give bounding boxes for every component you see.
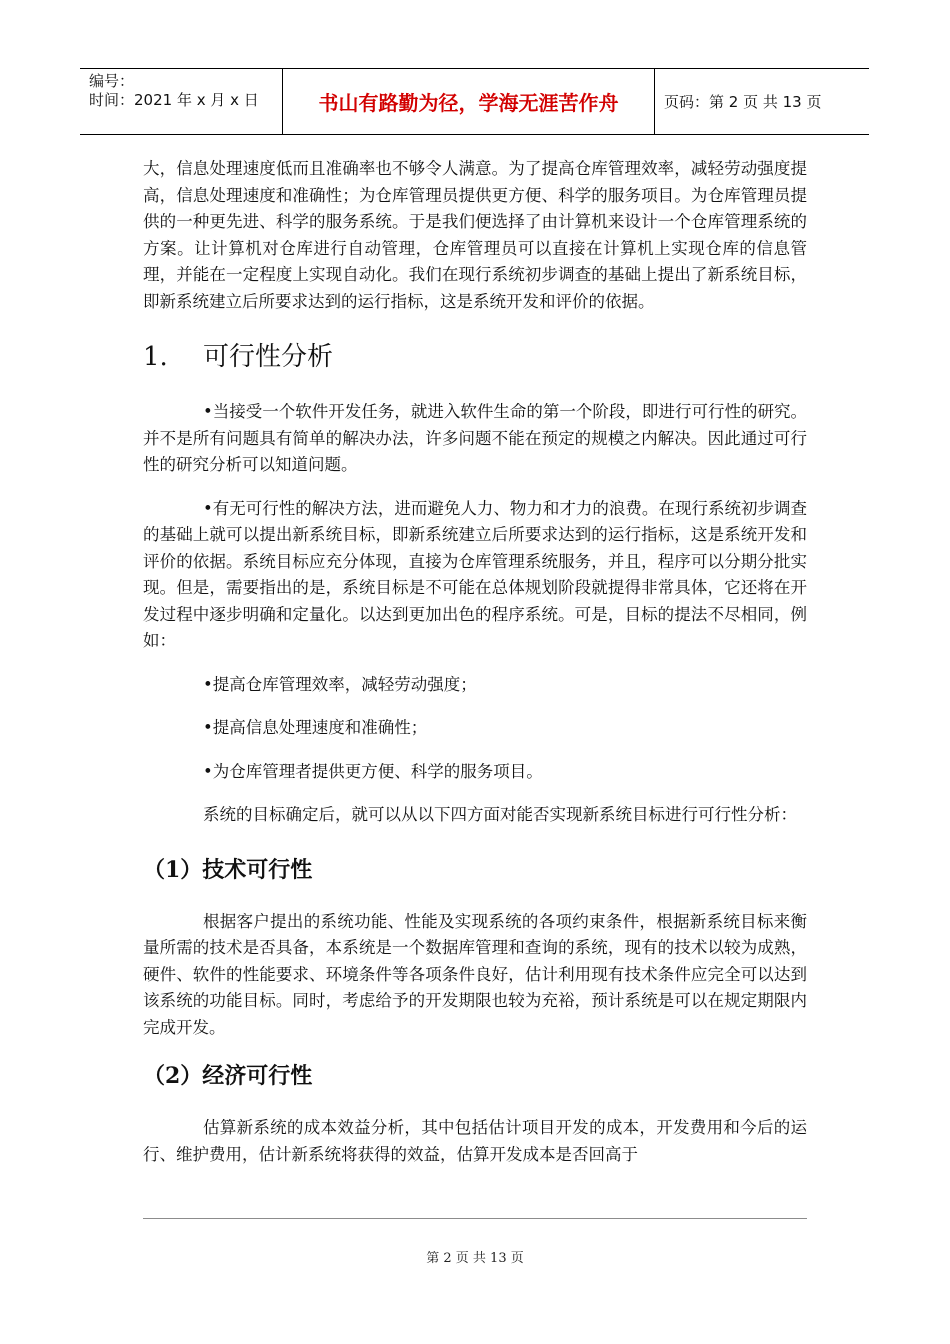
section-number: 1.: [143, 342, 168, 372]
section-heading: [143, 341, 807, 373]
paragraph: •当接受一个软件开发任务，就进入软件生命的第一个阶段，即进行可行性的研究。并不是所有问题具有简单的解决办法，许多问题不能在预定的规模之内解决。因此通过可行性的研究分析可以知道问题。: [143, 402, 807, 474]
page-header: [80, 68, 869, 135]
header-meta: [80, 69, 283, 134]
footer-divider: [143, 1218, 807, 1219]
document-date: 时间：2021 年 x 月 x 日: [89, 91, 259, 109]
paragraph: 估算新系统的成本效益分析，其中包括估计项目开发的成本，开发费用和今后的运行、维护费用，估计新系统将获得的效益，估算开发成本是否回高于: [143, 1118, 807, 1164]
bullet-item: •为仓库管理者提供更方便、科学的服务项目。: [203, 761, 543, 781]
header-motto: 书山有路勤为径，学海无涯苦作舟: [283, 69, 655, 134]
subsection-heading: （2）经济可行性: [143, 1063, 313, 1089]
subsection-heading: （1）技术可行性: [143, 856, 313, 883]
section-title: 可行性分析: [203, 342, 334, 372]
document-number-label: 编号：: [89, 72, 135, 90]
document-body: [143, 156, 807, 1168]
intro-paragraph: 大，信息处理速度低而且准确率也不够令人满意。为了提高仓库管理效率，减轻劳动强度提高，信息处理速度和准确性；为仓库管理员提供更方便、科学的服务项目。为仓库管理员提供的一种更先进、科学的服务系统。于是我们便选择了由计算机来设计一个仓库管理系统的方案。让计算机对仓库进行自动管理，仓库管理员可以直接在计算机上实现仓库的信息管理，并能在一定程度上实现自动化。我们在现行系统初步调查的基础上提出了新系统目标，即新系统建立后所要求达到的运行指标，这是系统开发和评价的依据。: [143, 159, 807, 311]
bullet-item: •提高信息处理速度和准确性；: [203, 718, 428, 737]
paragraph: 系统的目标确定后，就可以从以下四方面对能否实现新系统目标进行可行性分析：: [203, 805, 797, 824]
paragraph: 根据客户提出的系统功能、性能及实现系统的各项约束条件，根据新系统目标来衡量所需的技术是否具备，本系统是一个数据库管理和查询的系统，现有的技术以较为成熟，硬件、软件的性能要求、环境条件等各项条件良好，估计利用现有技术条件应完全可以达到该系统的功能目标。同时，考虑给予的开发期限也较为充裕，预计系统是可以在规定期限内完成开发。: [143, 911, 807, 1037]
page-footer: 第 2 页 共 13 页: [426, 1251, 524, 1266]
paragraph: •有无可行性的解决方法，进而避免人力、物力和才力的浪费。在现行系统初步调查的基础上就可以提出新系统目标，即新系统建立后所要求达到的运行指标，这是系统开发和评价的依据。系统目标应充分体现，直接为仓库管理系统服务，并且，程序可以分期分批实现。但是，需要指出的是，系统目标是不可能在总体规划阶段就提得非常具体，它还将在开发过程中逐步明确和定量化。以达到更加出色的程序系统。可是，目标的提法不尽相同，例如：: [143, 498, 807, 650]
bullet-item: •提高仓库管理效率，减轻劳动强度；: [203, 674, 477, 694]
header-page-number: 页码：第 2 页 共 13 页: [664, 93, 822, 111]
